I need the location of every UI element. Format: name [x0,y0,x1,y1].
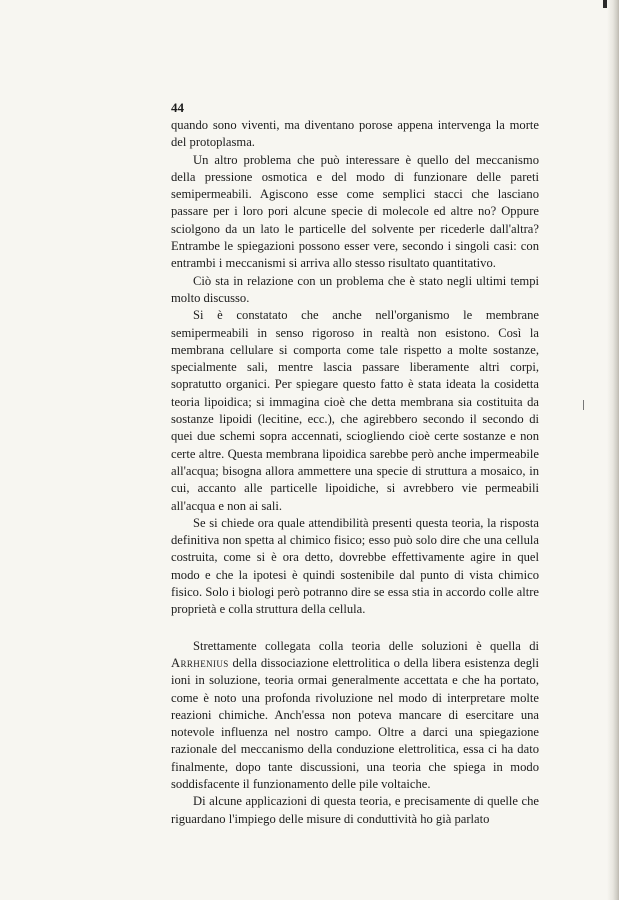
paragraph-text: della dissociazione elettrolitica o della libera esistenza degli ioni in soluzione, teoria ormai generalmente accettata e che ha portato, come è noto una profonda rivoluzione nel modo di interpretare molte reazioni chimiche. Anch'essa non poteva mancare di esercitare una notevole influenza nel nostro campo. Oltre a darci una spiegazione razionale del meccanismo della conduzione elettrolitica, essa ci ha dato finalmente, dopo tante discussioni, una teoria che spiega in modo soddisfacente il funzionamento delle pile voltaiche. [171,655,539,791]
paragraph: Un altro problema che può interessare è quello del meccanismo della pressione osmotica e del modo di funzionare delle pareti semipermeabili. Agiscono esse come semplici stacci che lasciano passare per i loro pori alcune specie di molecole ed altre no? Oppure sciolgono da un lato le particelle del solvente per ricederle dall'altra? Entrambe le spiegazioni possono esser vere, secondo i singoli casi: con entrambi i meccanismi si arriva allo stesso risultato quantitativo. [171,152,539,271]
page-edge-shadow [607,0,619,900]
page-number: 44 [171,100,184,115]
section-spacer [171,619,539,638]
paragraph-text: Strettamente collegata colla teoria delle soluzioni è quella di [193,638,539,653]
paragraph: Di alcune applicazioni di questa teoria, e precisamente di quelle che riguardano l'impiego delle misure di conduttività ho già parlato [171,794,539,826]
paragraph: Ciò sta in relazione con un problema che è stato negli ultimi tempi molto discusso. [171,273,539,305]
paragraph: quando sono viventi, ma diventano porose appena intervenga la morte del protoplasma. [171,118,539,150]
margin-mark [583,400,584,410]
paragraph: Si è constatato che anche nell'organismo le membrane semipermeabili in senso rigoroso in realtà non esistono. Così la membrana cellulare si comporta come tale rispetto a molte sostanze, specialmente sali, mentre lascia passare liberamente altri corpi, sopratutto organici. Per spiegare questo fatto è stata ideata la cosidetta teoria lipoidica; si immagina cioè che detta membrana sia costituita da sostanze lipoidi (lecitine, ecc.), che agirebbero secondo il secondo di quei due schemi sopra accennati, sciogliendo cioè certe sostanze e non certe altre. Questa membrana lipoidica sarebbe però anche impermeabile all'acqua; bisogna allora ammettere una specie di struttura a mosaico, in cui, accanto alle particelle lipoidiche, si avrebbero vie permeabili all'acqua e non ai sali. [171,308,539,513]
paragraph [171,638,539,794]
author-name: Arrhenius [171,655,229,670]
paragraph: Se si chiede ora quale attendibilità presenti questa teoria, la risposta definitiva non spetta al chimico fisico; esso può solo dire che una cellula costruita, come si è ora detto, dovrebbe effettivamente agire in quel modo e che la ipotesi è quindi sostenibile dal punto di vista chimico fisico. Solo i biologi però potranno dire se essa stia in accordo colle altre proprietà e colla struttura della cellula. [171,515,539,617]
body-text [171,117,539,828]
